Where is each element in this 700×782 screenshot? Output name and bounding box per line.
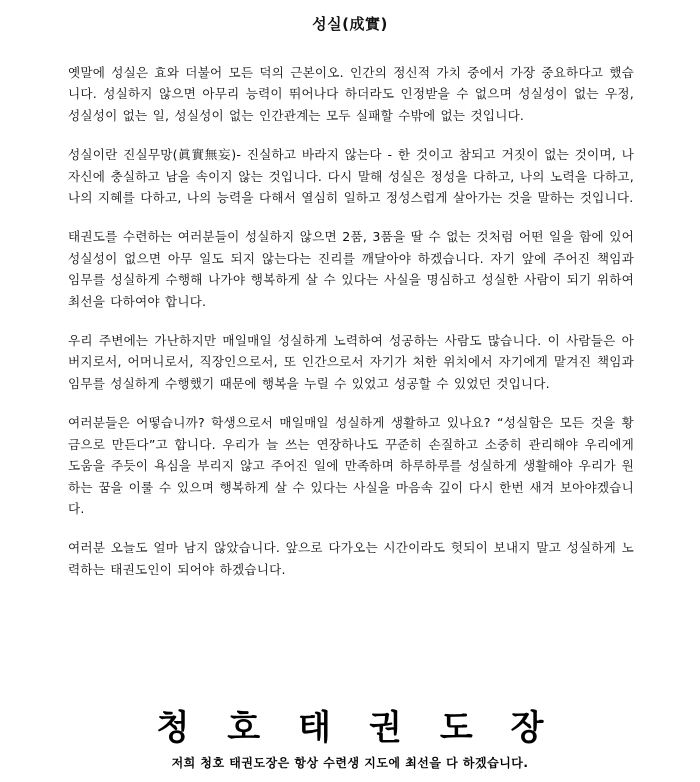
paragraph-4: 우리 주변에는 가난하지만 매일매일 성실하게 노력하여 성공하는 사람도 많습니다. 이 사람들은 아버지로서, 어머니로서, 직장인으로서, 또 인간으로서 자기가 처한 위치에서 자기에게 맡겨진 책임과 임무를 성실하게 수행했기 때문에 행복을 누릴 수 있었고 성공할 수 있었던 것입니다. xyxy=(68,333,634,391)
paragraph-1: 옛말에 성실은 효와 더불어 모든 덕의 근본이오. 인간의 정신적 가치 중에서 가장 중요하다고 했습니다. 성실하지 않으면 아무리 능력이 뛰어나다 하더라도 인정받을 수 없으며 성실성이 없는 우정, 성실성이 없는 일, 성실성이 없는 인간관계는 모두 실패할 수밖에 없는 것입니다. xyxy=(68,65,634,123)
paragraph-6: 여러분 오늘도 얼마 남지 않았습니다. 앞으로 다가오는 시간이라도 헛되이 보내지 말고 성실하게 노력하는 태권도인이 되어야 하겠습니다. xyxy=(68,540,634,577)
paragraph-2: 성실이란 진실무망(眞實無妄)- 진실하고 바라지 않는다 - 한 것이고 참되고 거짓이 없는 것이며, 나 자신에 충실하고 남을 속이지 않는 것입니다. 다시 말해 성실은 정성을 다하고, 나의 노력을 다하고, 나의 지혜를 다하고, 나의 능력을 다해서 열심히 일하고 정성스럽게 살아가는 것을 말하는 것입니다. xyxy=(68,147,634,206)
dojang-slogan: 저희 청호 태권도장은 항상 수련생 지도에 최선을 다 하겠습니다. xyxy=(171,756,529,770)
document-title: 성실(成實) xyxy=(312,15,388,33)
document-body xyxy=(68,62,634,598)
paragraph-5: 여러분들은 어떻습니까? 학생으로서 매일매일 성실하게 생활하고 있나요? “성실함은 모든 것을 황금으로 만든다”고 합니다. 우리가 늘 쓰는 연장하나도 꾸준히 손질하고 소중히 관리해야 우리에게 도움을 주듯이 욕심을 부리지 않고 주어진 일에 만족하며 하루하루를 성실하게 생활해야 우리가 원하는 꿈을 이룰 수 있으며 행복하게 살 수 있다는 사실을 마음속 깊이 다시 한번 새겨 보아야겠습니다. xyxy=(68,415,634,516)
paragraph-3: 태권도를 수련하는 여러분들이 성실하지 않으면 2품, 3품을 딸 수 없는 것처럼 어떤 일을 함에 있어 성실성이 없으면 아무 일도 되지 않는다는 진리를 깨달아야 하겠습니다. 자기 앞에 주어진 책임과 임무를 성실하게 수행해 나가야 행복하게 살 수 있다는 사실을 명심하고 성실한 사람이 되기 위하여 최선을 다하여야 합니다. xyxy=(68,229,634,309)
dojang-name: 청호태권도장 xyxy=(156,708,582,748)
